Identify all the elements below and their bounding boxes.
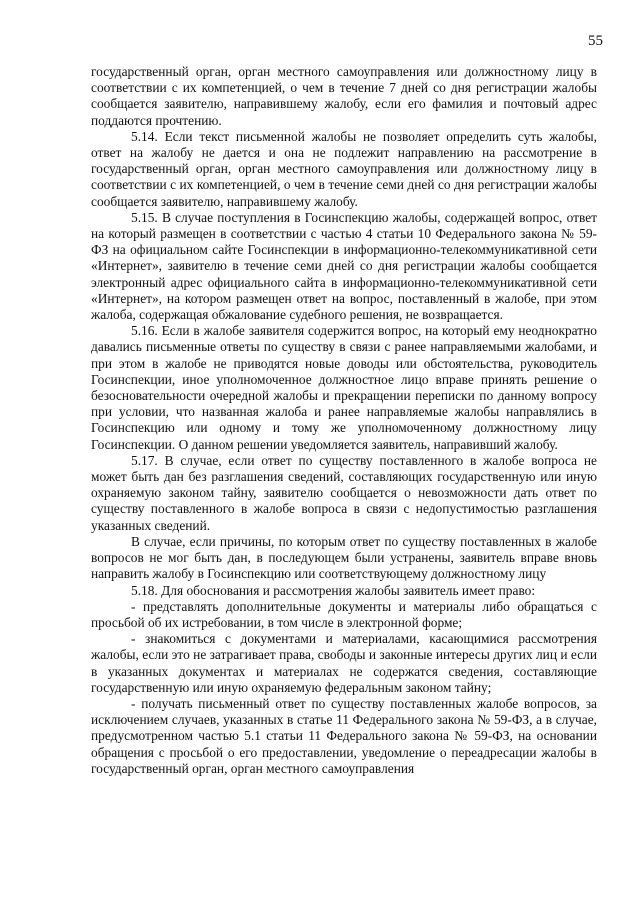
document-body [91, 64, 597, 777]
list-item-familiarize: - знакомиться с документами и материалами, касающимися рассмотрения жалобы, если это не затрагивает права, свободы и законные интересы других лиц и если в указанных документах и материалах не содержатся сведения, составляющие государственную или иную охраняемую федеральным законом тайну; [91, 631, 597, 695]
paragraph-5-17: 5.17. В случае, если ответ по существу поставленного в жалобе вопроса не может быть дан без разглашения сведений, составляющих государственную или иную охраняемую законом тайну, заявителю сообщается о невозможности дать ответ по существу поставленного в жалобе вопроса в связи с недопустимостью разглашения указанных сведений. [91, 452, 597, 533]
paragraph-continuation: государственный орган, орган местного самоуправления или должностному лицу в соответствии с их компетенцией, о чем в течение 7 дней со дня регистрации жалобы сообщается заявителю, направившему жалобу, если его фамилия и почтовый адрес поддаются прочтению. [91, 64, 597, 128]
list-item-written-answer: - получать письменный ответ по существу поставленных жалобе вопросов, за исключением случаев, указанных в статье 11 Федерального закона № 59-ФЗ, а в случае, предусмотренном частью 5.1 статьи 11 Федерального закона № 59-ФЗ, на основании обращения с просьбой о его предоставлении, уведомление о переадресации жалобы в государственный орган, орган местного самоуправления [91, 695, 597, 776]
paragraph-5-17-continued: В случае, если причины, по которым ответ по существу поставленных в жалобе вопросов не мог быть дан, в последующем были устранены, заявитель вправе вновь направить жалобу в Госинспекцию или соответствующему должностному лицу [91, 533, 597, 582]
paragraph-5-16: 5.16. Если в жалобе заявителя содержится вопрос, на который ему неоднократно давались письменные ответы по существу в связи с ранее направляемыми жалобами, и при этом в жалобе не приводятся новые доводы или обстоятельства, руководитель Госинспекции, иное уполномоченное должностное лицо вправе принять решение о безосновательности очередной жалобы и прекращении переписки по данному вопросу при условии, что названная жалоба и ранее направляемые жалобы направлялись в Госинспекцию или одному и тому же уполномоченному должностному лицу Госинспекции. О данном решении уведомляется заявитель, направивший жалобу. [91, 323, 597, 452]
page-number: 55 [588, 33, 603, 49]
list-item-documents: - представлять дополнительные документы и материалы либо обращаться с просьбой об их истребовании, в том числе в электронной форме; [91, 598, 597, 630]
paragraph-5-14: 5.14. Если текст письменной жалобы не позволяет определить суть жалобы, ответ на жалобу не дается и она не подлежит направлению на рассмотрение в государственный орган, орган местного самоуправления или должностному лицу в соответствии с их компетенцией, о чем в течение семи дней со дня регистрации жалобы сообщается заявителю, направившему жалобу. [91, 128, 597, 209]
paragraph-5-15: 5.15. В случае поступления в Госинспекцию жалобы, содержащей вопрос, ответ на который размещен в соответствии с частью 4 статьи 10 Федерального закона № 59-ФЗ на официальном сайте Госинспекции в информационно-телекоммуникативной сети «Интернет», заявителю в течение семи дней со дня регистрации жалобы сообщается электронный адрес официального сайта в информационно-телекоммуникативной сети «Интернет», на котором размещен ответ на вопрос, поставленный в жалобе, при этом жалоба, содержащая обжалование судебного решения, не возвращается. [91, 209, 597, 323]
paragraph-5-18: 5.18. Для обоснования и рассмотрения жалобы заявитель имеет право: [131, 582, 536, 598]
